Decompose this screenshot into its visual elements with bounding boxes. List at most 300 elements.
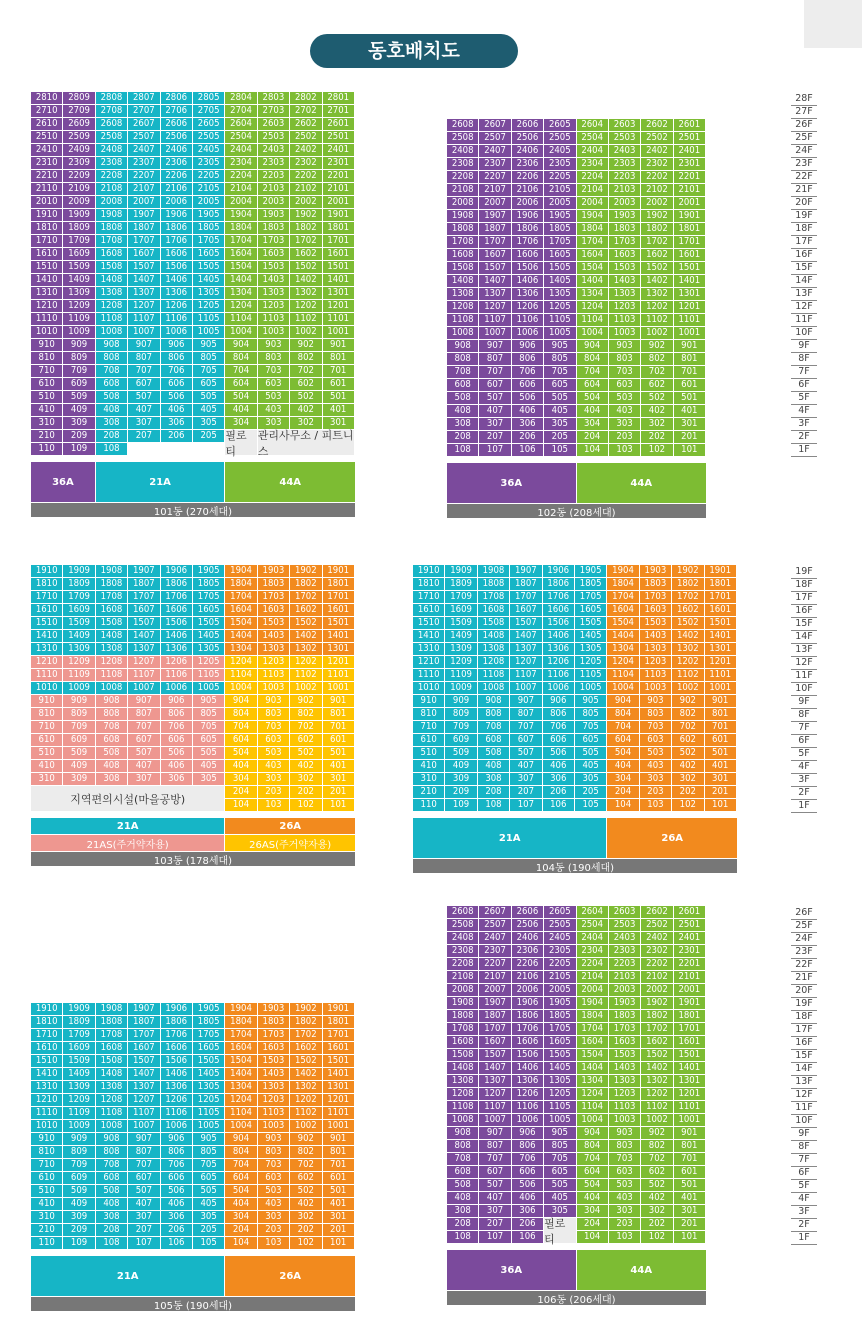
- unit-cell: 2407: [128, 144, 159, 156]
- unit-cell: 1404: [225, 1068, 256, 1080]
- unit-cell: 105: [544, 444, 575, 456]
- unit-cell: 208: [478, 786, 509, 798]
- unit-cell: 1106: [512, 1101, 543, 1113]
- unit-cell: 1210: [31, 1094, 62, 1106]
- unit-cell: 2105: [544, 184, 575, 196]
- unit-cell: 1502: [290, 261, 321, 273]
- unit-cell: 1505: [193, 1055, 224, 1067]
- unit-cell: 1407: [128, 274, 159, 286]
- unit-cell: 803: [609, 353, 640, 365]
- unit-cell: 1303: [609, 1075, 640, 1087]
- unit-cell: 1305: [193, 643, 224, 655]
- unit-cell: 1105: [544, 314, 575, 326]
- unit-cell: 1407: [128, 630, 159, 642]
- unit-cell: 206: [512, 1218, 543, 1230]
- unit-cell: 1302: [641, 288, 672, 300]
- unit-cell: 2602: [290, 118, 321, 130]
- unit-cell: 706: [543, 721, 574, 733]
- unit-cell: 504: [225, 1185, 256, 1197]
- unit-cell: 1503: [640, 617, 671, 629]
- unit-cell: 2605: [544, 906, 575, 918]
- unit-cell: 804: [225, 1146, 256, 1158]
- unit-cell: 2201: [323, 170, 354, 182]
- unit-cell: 309: [63, 773, 94, 785]
- unit-cell: 1701: [674, 1023, 705, 1035]
- unit-cell: 503: [609, 392, 640, 404]
- unit-cell: 704: [225, 721, 256, 733]
- unit-cell: 1302: [641, 1075, 672, 1087]
- unit-cell: 110: [31, 1237, 62, 1249]
- unit-cell: 503: [258, 1185, 289, 1197]
- unit-cell: 1507: [510, 617, 541, 629]
- floor-row: [31, 1172, 355, 1185]
- floor-label: 7F: [791, 366, 817, 379]
- unit-cell: 503: [640, 747, 671, 759]
- unit-cell: 303: [609, 418, 640, 430]
- unit-cell: 1604: [577, 249, 608, 261]
- floor-label: 23F: [791, 158, 817, 171]
- unit-cell: 406: [161, 404, 192, 416]
- unit-cell: 2007: [479, 984, 510, 996]
- unit-cell: 1410: [413, 630, 444, 642]
- unit-cell: 1804: [607, 578, 638, 590]
- unit-cell: 1410: [31, 274, 62, 286]
- unit-cell: 1305: [575, 643, 606, 655]
- unit-cell: 1006: [512, 327, 543, 339]
- unit-cell: 1105: [575, 669, 606, 681]
- floor-row: [447, 327, 706, 340]
- floor-row: [413, 786, 737, 799]
- unit-cell: 1504: [225, 261, 256, 273]
- unit-cell: 1910: [413, 565, 444, 577]
- unit-cell: 210: [413, 786, 444, 798]
- unit-cell: 1705: [544, 236, 575, 248]
- floor-row: [413, 747, 737, 760]
- unit-cell: 407: [479, 1192, 510, 1204]
- unit-cell: 1508: [447, 262, 478, 274]
- unit-cell: 807: [479, 1140, 510, 1152]
- unit-cell: 1904: [225, 565, 256, 577]
- unit-cell: 504: [577, 1179, 608, 1191]
- unit-cell: 2002: [641, 197, 672, 209]
- unit-cell: 406: [512, 1192, 543, 1204]
- unit-cell: 1301: [674, 288, 705, 300]
- unit-cell: 609: [63, 378, 94, 390]
- unit-cell: 109: [445, 799, 476, 811]
- unit-cell: 901: [323, 695, 354, 707]
- unit-cell: 1910: [31, 565, 62, 577]
- unit-cell: 1305: [193, 1081, 224, 1093]
- floor-row: [447, 249, 706, 262]
- unit-cell: 1605: [575, 604, 606, 616]
- unit-cell: 904: [577, 340, 608, 352]
- unit-cell: 1304: [225, 643, 256, 655]
- unit-cell: 1602: [290, 248, 321, 260]
- unit-cell: 705: [575, 721, 606, 733]
- floor-row: [413, 578, 737, 591]
- unit-cell: 1505: [544, 262, 575, 274]
- unit-cell: 707: [479, 1153, 510, 1165]
- unit-cell: 806: [161, 352, 192, 364]
- unit-cell: 908: [447, 340, 478, 352]
- unit-cell: 2506: [512, 132, 543, 144]
- unit-cell: 1203: [609, 301, 640, 313]
- floor-row: [31, 1159, 355, 1172]
- unit-cell: 2708: [96, 105, 127, 117]
- unit-cell: 808: [96, 1146, 127, 1158]
- unit-cell: 1806: [161, 222, 192, 234]
- unit-cell: 807: [128, 352, 159, 364]
- floor-row: [447, 223, 706, 236]
- unit-cell: 1507: [128, 617, 159, 629]
- unit-cell: 107: [510, 799, 541, 811]
- unit-cell: 1608: [96, 248, 127, 260]
- unit-cell: 1604: [225, 248, 256, 260]
- floor-row: [31, 196, 355, 209]
- unit-cell: 1404: [607, 630, 638, 642]
- unit-cell: 603: [258, 734, 289, 746]
- unit-cell: 502: [641, 1179, 672, 1191]
- unit-cell: 2409: [63, 144, 94, 156]
- unit-cell: 1704: [225, 1029, 256, 1041]
- unit-cell: 406: [543, 760, 574, 772]
- unit-cell: 2506: [512, 919, 543, 931]
- unit-cell: 1806: [512, 1010, 543, 1022]
- unit-cell: 1609: [63, 1042, 94, 1054]
- unit-cell: 206: [512, 431, 543, 443]
- unit-cell: 110: [413, 799, 444, 811]
- unit-cell: 1004: [225, 1120, 256, 1132]
- unit-cell: 1104: [577, 314, 608, 326]
- unit-cell: 1810: [31, 1016, 62, 1028]
- floor-label: 14F: [791, 631, 817, 644]
- unit-cell: 1502: [290, 1055, 321, 1067]
- floor-label: 27F: [791, 106, 817, 119]
- unit-cell: 1408: [447, 1062, 478, 1074]
- unit-cell: 304: [577, 1205, 608, 1217]
- unit-cell: 1904: [225, 1003, 256, 1015]
- unit-cell: 1201: [674, 301, 705, 313]
- floor-label: 8F: [791, 1141, 817, 1154]
- unit-cell: 504: [607, 747, 638, 759]
- unit-cell: 2308: [447, 158, 478, 170]
- unit-cell: 309: [63, 417, 94, 429]
- unit-cell: 909: [63, 695, 94, 707]
- building-caption: 101동 (270세대): [31, 503, 355, 517]
- unit-cell: 1103: [640, 669, 671, 681]
- unit-cell: 802: [290, 708, 321, 720]
- unit-cell: 1509: [445, 617, 476, 629]
- floor-label: 13F: [791, 288, 817, 301]
- unit-cell: 1603: [609, 249, 640, 261]
- unit-cell: 810: [413, 708, 444, 720]
- unit-cell: 106: [161, 1237, 192, 1249]
- unit-cell: 1905: [193, 1003, 224, 1015]
- unit-cell: 910: [31, 339, 62, 351]
- unit-cell: 404: [225, 1198, 256, 1210]
- unit-cell: 1707: [510, 591, 541, 603]
- unit-cell: 509: [445, 747, 476, 759]
- unit-cell: 1405: [575, 630, 606, 642]
- floor-label: 25F: [791, 132, 817, 145]
- unit-cell: 1504: [577, 262, 608, 274]
- unit-cell: 505: [193, 747, 224, 759]
- unit-cell: 806: [161, 708, 192, 720]
- unit-cell: 2507: [479, 919, 510, 931]
- unit-cell: 1504: [225, 617, 256, 629]
- unit-cell: 606: [161, 1172, 192, 1184]
- unit-cell: 1206: [161, 656, 192, 668]
- unit-cell: 210: [31, 430, 62, 442]
- unit-cell: 1106: [161, 313, 192, 325]
- unit-cell: 1804: [577, 223, 608, 235]
- unit-cell: 501: [323, 747, 354, 759]
- unit-cell: 1603: [258, 248, 289, 260]
- unit-cell: 1305: [544, 288, 575, 300]
- unit-cell: 303: [609, 1205, 640, 1217]
- floor-row: [31, 1211, 355, 1224]
- unit-cell: 308: [96, 1211, 127, 1223]
- unit-cell: 1806: [543, 578, 574, 590]
- unit-cell: 1501: [674, 1049, 705, 1061]
- unit-cell: 902: [641, 1127, 672, 1139]
- floor-label: 6F: [791, 735, 817, 748]
- unit-cell: 1505: [544, 1049, 575, 1061]
- unit-cell: 1908: [96, 209, 127, 221]
- unit-cell: 106: [512, 1231, 543, 1243]
- floor-row: [413, 630, 737, 643]
- unit-cell: 1501: [674, 262, 705, 274]
- floor-label: 14F: [791, 1063, 817, 1076]
- unit-cell: 1902: [290, 1003, 321, 1015]
- unit-cell: 702: [641, 366, 672, 378]
- floor-label: 11F: [791, 314, 817, 327]
- unit-cell: 1409: [445, 630, 476, 642]
- floor-row: [31, 1133, 355, 1146]
- floor-label: 20F: [791, 985, 817, 998]
- unit-cell: 203: [258, 786, 289, 798]
- unit-cell: 501: [674, 1179, 705, 1191]
- unit-cell: 704: [225, 1159, 256, 1171]
- unit-cell: 605: [193, 378, 224, 390]
- unit-cell: 503: [258, 391, 289, 403]
- floor-row: [413, 773, 737, 786]
- unit-cell: 1507: [128, 1055, 159, 1067]
- unit-cell: 902: [672, 695, 703, 707]
- unit-cell: 908: [96, 1133, 127, 1145]
- unit-cell: 1204: [577, 1088, 608, 1100]
- unit-cell: 307: [128, 417, 159, 429]
- floor-row: [447, 210, 706, 223]
- unit-cell: 202: [641, 431, 672, 443]
- unit-cell: 1805: [575, 578, 606, 590]
- unit-cell: 2406: [161, 144, 192, 156]
- unit-cell: 1701: [323, 1029, 354, 1041]
- unit-type-legend: 44A: [577, 1250, 707, 1290]
- unit-cell: 1808: [96, 222, 127, 234]
- unit-cell: 904: [577, 1127, 608, 1139]
- unit-cell: 1601: [323, 1042, 354, 1054]
- unit-cell: 1902: [290, 565, 321, 577]
- unit-cell: 809: [63, 1146, 94, 1158]
- unit-cell: 203: [640, 786, 671, 798]
- unit-cell: 2306: [161, 157, 192, 169]
- unit-cell: 1110: [413, 669, 444, 681]
- unit-cell: 1903: [258, 1003, 289, 1015]
- unit-cell: 1501: [705, 617, 736, 629]
- unit-cell: 610: [31, 378, 62, 390]
- unit-cell: 1308: [447, 1075, 478, 1087]
- floor-label: 19F: [791, 566, 817, 579]
- unit-cell: 1707: [128, 591, 159, 603]
- unit-cell: 1510: [31, 617, 62, 629]
- unit-cell: 1104: [607, 669, 638, 681]
- floor-row: [447, 379, 706, 392]
- unit-cell: 2308: [96, 157, 127, 169]
- unit-cell: 906: [512, 1127, 543, 1139]
- floor-row: [31, 604, 355, 617]
- unit-cell: 703: [258, 721, 289, 733]
- unit-cell: 401: [323, 760, 354, 772]
- unit-cell: 101: [323, 799, 354, 811]
- unit-cell: 1201: [323, 1094, 354, 1106]
- unit-cell: 408: [447, 405, 478, 417]
- unit-cell: 702: [290, 365, 321, 377]
- unit-cell: 2609: [63, 118, 94, 130]
- unit-cell: 402: [641, 1192, 672, 1204]
- unit-cell: 1805: [193, 1016, 224, 1028]
- unit-cell: 2603: [609, 906, 640, 918]
- unit-cell: 1005: [193, 326, 224, 338]
- unit-cell: 1103: [258, 313, 289, 325]
- unit-cell: 306: [543, 773, 574, 785]
- unit-cell: 2307: [128, 157, 159, 169]
- unit-cell: 2106: [512, 971, 543, 983]
- floor-label: 18F: [791, 223, 817, 236]
- unit-cell: 2010: [31, 196, 62, 208]
- unit-cell: 1301: [674, 1075, 705, 1087]
- unit-cell: 708: [478, 721, 509, 733]
- unit-cell: 2604: [577, 906, 608, 918]
- unit-cell: 408: [96, 404, 127, 416]
- unit-cell: 2410: [31, 144, 62, 156]
- unit-cell: 603: [609, 379, 640, 391]
- unit-cell: 1904: [225, 209, 256, 221]
- unit-cell: 1205: [193, 300, 224, 312]
- unit-cell: 1505: [193, 261, 224, 273]
- unit-cell: 1804: [225, 222, 256, 234]
- unit-cell: 2203: [609, 171, 640, 183]
- floor-row: [31, 1003, 355, 1016]
- unit-cell: 2005: [544, 984, 575, 996]
- unit-cell: 108: [478, 799, 509, 811]
- unit-type-legend: 44A: [577, 463, 707, 503]
- unit-cell: 504: [577, 392, 608, 404]
- unit-cell: 1804: [225, 578, 256, 590]
- unit-cell: 801: [705, 708, 736, 720]
- floor-label: 19F: [791, 210, 817, 223]
- unit-cell: 1502: [290, 617, 321, 629]
- unit-cell: 2302: [290, 157, 321, 169]
- unit-cell: 702: [290, 721, 321, 733]
- floor-label: 11F: [791, 1102, 817, 1115]
- unit-cell: 409: [63, 404, 94, 416]
- unit-cell: 1807: [128, 578, 159, 590]
- unit-cell: 1403: [258, 630, 289, 642]
- unit-cell: 1508: [96, 617, 127, 629]
- floor-row: [447, 158, 706, 171]
- unit-cell: 808: [478, 708, 509, 720]
- unit-cell: 1705: [193, 591, 224, 603]
- unit-cell: 2005: [193, 196, 224, 208]
- unit-cell: 1810: [31, 578, 62, 590]
- unit-cell: 408: [96, 1198, 127, 1210]
- unit-cell: 403: [258, 1198, 289, 1210]
- unit-cell: 2301: [323, 157, 354, 169]
- unit-cell: 104: [577, 1231, 608, 1243]
- unit-cell: 2402: [641, 145, 672, 157]
- unit-cell: 1005: [544, 1114, 575, 1126]
- floor-label: 3F: [791, 774, 817, 787]
- unit-cell: 806: [161, 1146, 192, 1158]
- unit-cell: 310: [31, 417, 62, 429]
- unit-cell: 305: [544, 1205, 575, 1217]
- unit-cell: 1710: [31, 1029, 62, 1041]
- unit-cell: 2705: [193, 105, 224, 117]
- unit-cell: 507: [479, 1179, 510, 1191]
- floor-row: [447, 405, 706, 418]
- unit-cell: 1801: [323, 578, 354, 590]
- unit-cell: 306: [161, 1211, 192, 1223]
- floor-label: 2F: [791, 787, 817, 800]
- unit-cell: 1802: [290, 222, 321, 234]
- unit-cell: 402: [641, 405, 672, 417]
- floor-row: [447, 366, 706, 379]
- floor-row: [31, 565, 355, 578]
- unit-cell: 1503: [258, 261, 289, 273]
- unit-cell: 1106: [161, 669, 192, 681]
- unit-cell: 302: [672, 773, 703, 785]
- unit-cell: 2306: [512, 158, 543, 170]
- unit-cell: 207: [510, 786, 541, 798]
- amenity-label: 필로티: [544, 1218, 575, 1243]
- unit-cell: 2102: [641, 971, 672, 983]
- unit-cell: 107: [128, 1237, 159, 1249]
- unit-cell: 2710: [31, 105, 62, 117]
- unit-cell: 307: [128, 1211, 159, 1223]
- floor-row: [31, 1224, 355, 1237]
- unit-cell: 610: [413, 734, 444, 746]
- unit-cell: 701: [705, 721, 736, 733]
- unit-cell: 1903: [609, 210, 640, 222]
- unit-cell: 1606: [161, 604, 192, 616]
- unit-cell: 301: [705, 773, 736, 785]
- unit-cell: 1802: [290, 578, 321, 590]
- unit-cell: 2601: [674, 119, 705, 131]
- unit-cell: 1509: [63, 261, 94, 273]
- unit-cell: 405: [193, 760, 224, 772]
- unit-cell: 2602: [641, 906, 672, 918]
- unit-cell: 2304: [225, 157, 256, 169]
- unit-cell: 202: [290, 786, 321, 798]
- unit-cell: 1407: [479, 1062, 510, 1074]
- unit-cell: 1108: [96, 669, 127, 681]
- unit-cell: 2206: [512, 958, 543, 970]
- floor-row: [31, 378, 355, 391]
- unit-cell: 702: [641, 1153, 672, 1165]
- unit-cell: 2709: [63, 105, 94, 117]
- unit-cell: 2202: [641, 171, 672, 183]
